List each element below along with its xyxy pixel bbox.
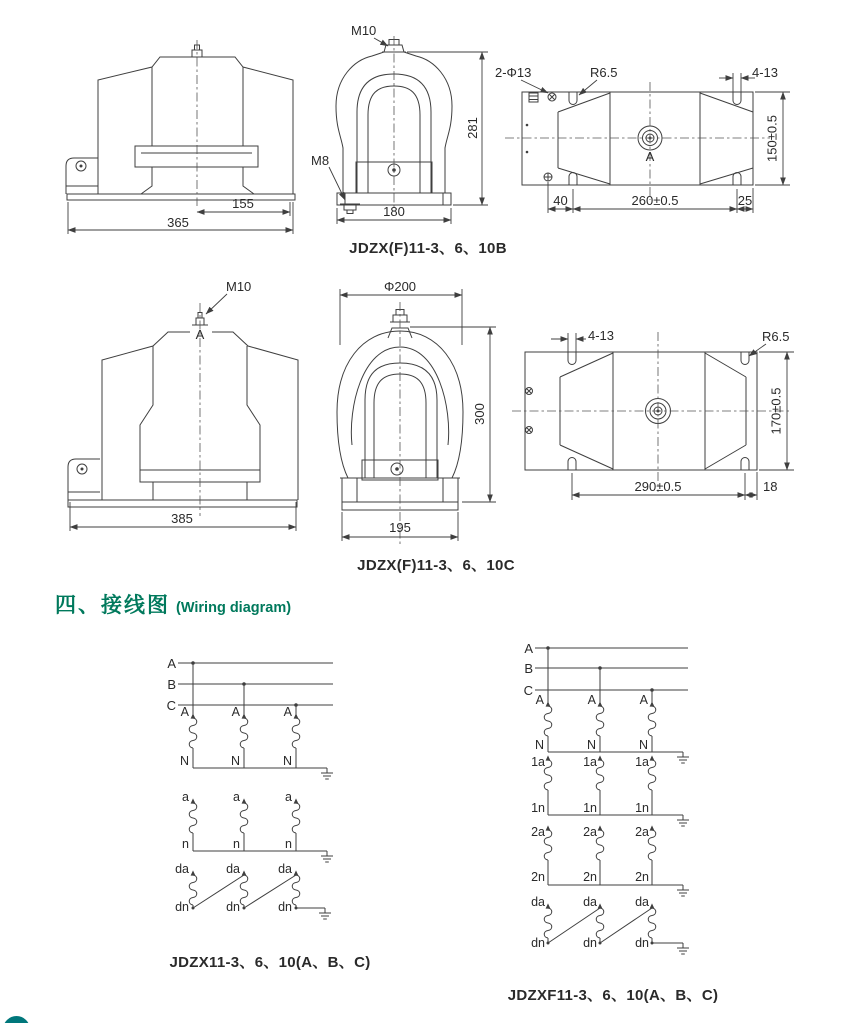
arrow-icon xyxy=(546,903,551,908)
model-c-front-view xyxy=(68,279,298,531)
svg-text:da: da xyxy=(175,862,189,876)
wiring-heading-en: (Wiring diagram) xyxy=(176,600,292,616)
ground-icon xyxy=(677,752,689,763)
model-b-caption: JDZX(F)11-3、6、10B xyxy=(349,240,507,257)
delta-winding xyxy=(648,908,656,938)
phase-label-b: B xyxy=(524,661,533,676)
svg-text:da: da xyxy=(583,895,597,909)
dim-281: 281 xyxy=(465,117,480,139)
svg-text:2n: 2n xyxy=(531,870,545,884)
svg-text:N: N xyxy=(638,738,648,752)
wiring-section-heading xyxy=(55,589,291,619)
phase-label-c: C xyxy=(166,698,176,713)
svg-text:dn: dn xyxy=(175,900,189,914)
primary-winding xyxy=(648,706,656,736)
terminal-icon xyxy=(529,93,538,102)
dim-300: 300 xyxy=(472,403,487,425)
svg-text:da: da xyxy=(226,862,240,876)
lifting-lug xyxy=(66,158,98,194)
secondary-winding xyxy=(240,803,248,833)
wiring-right-caption: JDZXF11-3、6、10(A、B、C) xyxy=(507,987,719,1004)
svg-text:A: A xyxy=(283,705,292,719)
ground-icon xyxy=(321,851,333,862)
ground-icon xyxy=(677,943,689,954)
dim-18: 18 xyxy=(763,479,778,494)
arrow-icon xyxy=(191,798,196,803)
dim-170: 170±0.5 xyxy=(768,387,784,435)
arrow-icon xyxy=(598,903,603,908)
secondary2-winding xyxy=(648,830,656,860)
phase-bus-lines xyxy=(535,648,688,690)
dim-40: 40 xyxy=(553,193,568,208)
svg-text:N: N xyxy=(282,754,292,768)
dim-phi200: Φ200 xyxy=(383,279,417,294)
wiring-diagram-jdzx xyxy=(167,656,371,971)
model-c-caption: JDZX(F)11-3、6、10C xyxy=(357,557,515,574)
arrow-icon xyxy=(294,870,299,875)
phase-label-a: A xyxy=(167,656,176,671)
delta-winding xyxy=(240,875,248,905)
wiring-diagram-jdzxf xyxy=(508,641,719,1004)
dim-290: 290±0.5 xyxy=(634,479,682,494)
svg-text:dn: dn xyxy=(226,900,240,914)
dim-260: 260±0.5 xyxy=(631,193,679,208)
dim-2phi13: 2-Φ13 xyxy=(495,65,532,80)
svg-text:A: A xyxy=(639,693,648,707)
dim-413: 4-13 xyxy=(588,328,615,343)
label-m10: M10 xyxy=(226,279,252,294)
svg-text:2n: 2n xyxy=(635,870,649,884)
arrow-icon xyxy=(294,798,299,803)
primary-winding xyxy=(292,718,300,748)
secondary1-winding xyxy=(544,760,552,790)
svg-text:da: da xyxy=(635,895,649,909)
dim-155: 155 xyxy=(232,196,254,211)
ground-icon xyxy=(677,885,689,896)
svg-text:n: n xyxy=(285,837,292,851)
arrow-icon xyxy=(191,870,196,875)
dim-365: 365 xyxy=(167,215,189,230)
dim-413: 4-13 xyxy=(752,65,779,80)
arrow-icon xyxy=(650,825,655,830)
arrow-icon xyxy=(546,755,551,760)
phase-bus-lines xyxy=(178,663,333,705)
arrow-icon xyxy=(598,755,603,760)
svg-text:A: A xyxy=(180,705,189,719)
svg-text:dn: dn xyxy=(278,900,292,914)
delta-winding xyxy=(544,908,552,938)
primary-winding xyxy=(189,718,197,748)
model-b-top-view xyxy=(495,65,790,213)
arrow-icon xyxy=(242,798,247,803)
svg-text:dn: dn xyxy=(531,936,545,950)
phase-label-a: A xyxy=(524,641,533,656)
arrow-icon xyxy=(650,701,655,706)
label-datum-a: A xyxy=(195,327,205,342)
arrow-icon xyxy=(546,701,551,706)
svg-text:1n: 1n xyxy=(583,801,597,815)
secondary1-winding xyxy=(648,760,656,790)
wiring-left-caption: JDZX11-3、6、10(A、B、C) xyxy=(169,954,371,971)
svg-text:N: N xyxy=(230,754,240,768)
svg-text:1n: 1n xyxy=(531,801,545,815)
label-m10: M10 xyxy=(351,23,377,38)
base-plate xyxy=(67,194,295,200)
svg-text:A: A xyxy=(535,693,544,707)
phase-label-b: B xyxy=(167,677,176,692)
svg-text:2a: 2a xyxy=(531,825,545,839)
svg-text:1a: 1a xyxy=(583,755,597,769)
dim-195: 195 xyxy=(389,520,411,535)
ground-icon xyxy=(319,908,331,919)
svg-text:n: n xyxy=(182,837,189,851)
svg-text:2n: 2n xyxy=(583,870,597,884)
model-c-top-view xyxy=(512,328,794,500)
svg-text:dn: dn xyxy=(635,936,649,950)
dim-r65: R6.5 xyxy=(590,65,618,80)
arrow-icon xyxy=(242,870,247,875)
dim-385: 385 xyxy=(171,511,193,526)
svg-text:a: a xyxy=(285,790,292,804)
arrow-icon xyxy=(650,755,655,760)
arrow-icon xyxy=(598,825,603,830)
label-a: A xyxy=(645,149,655,164)
svg-text:N: N xyxy=(534,738,544,752)
dim-r65: R6.5 xyxy=(762,329,790,344)
arrow-icon xyxy=(598,701,603,706)
dim-180: 180 xyxy=(383,204,405,219)
insulator-band xyxy=(135,146,258,167)
dim-150: 150±0.5 xyxy=(764,115,780,162)
svg-text:2a: 2a xyxy=(635,825,649,839)
leader-r65 xyxy=(579,80,597,95)
label-m8: M8 xyxy=(311,153,330,168)
svg-text:N: N xyxy=(179,754,189,768)
svg-text:A: A xyxy=(587,693,596,707)
leader-m10 xyxy=(206,294,227,314)
leader-2phi13 xyxy=(521,80,548,93)
svg-text:N: N xyxy=(586,738,596,752)
primary-winding xyxy=(240,718,248,748)
delta-winding xyxy=(292,875,300,905)
model-b-side-view xyxy=(311,23,488,224)
svg-text:a: a xyxy=(233,790,240,804)
svg-text:da: da xyxy=(278,862,292,876)
svg-text:da: da xyxy=(531,895,545,909)
primary-winding xyxy=(596,706,604,736)
svg-text:n: n xyxy=(233,837,240,851)
secondary-winding xyxy=(292,803,300,833)
model-c-side-view xyxy=(337,279,496,546)
secondary2-winding xyxy=(596,830,604,860)
wiring-heading-cn: 四、接线图 xyxy=(55,594,170,617)
svg-text:dn: dn xyxy=(583,936,597,950)
ground-icon xyxy=(321,768,333,779)
svg-text:a: a xyxy=(182,790,189,804)
arrow-icon xyxy=(242,713,247,718)
body-outline xyxy=(98,57,293,194)
phase-label-c: C xyxy=(523,683,533,698)
secondary2-winding xyxy=(544,830,552,860)
arrow-icon xyxy=(650,903,655,908)
arrow-icon xyxy=(294,713,299,718)
delta-winding xyxy=(596,908,604,938)
primary-winding xyxy=(544,706,552,736)
svg-text:1n: 1n xyxy=(635,801,649,815)
svg-text:1a: 1a xyxy=(635,755,649,769)
secondary-winding xyxy=(189,803,197,833)
svg-text:2a: 2a xyxy=(583,825,597,839)
svg-text:1a: 1a xyxy=(531,755,545,769)
arrow-icon xyxy=(191,713,196,718)
delta-winding xyxy=(189,875,197,905)
dim-25: 25 xyxy=(737,193,753,208)
arrow-icon xyxy=(546,825,551,830)
outline xyxy=(522,92,753,185)
base-plate xyxy=(68,500,297,507)
leader-m10 xyxy=(374,38,388,46)
model-b-front-view xyxy=(66,40,295,234)
svg-text:A: A xyxy=(231,705,240,719)
mounting-slots xyxy=(569,92,741,185)
secondary1-winding xyxy=(596,760,604,790)
ground-icon xyxy=(677,815,689,826)
lifting-lug xyxy=(68,459,100,500)
